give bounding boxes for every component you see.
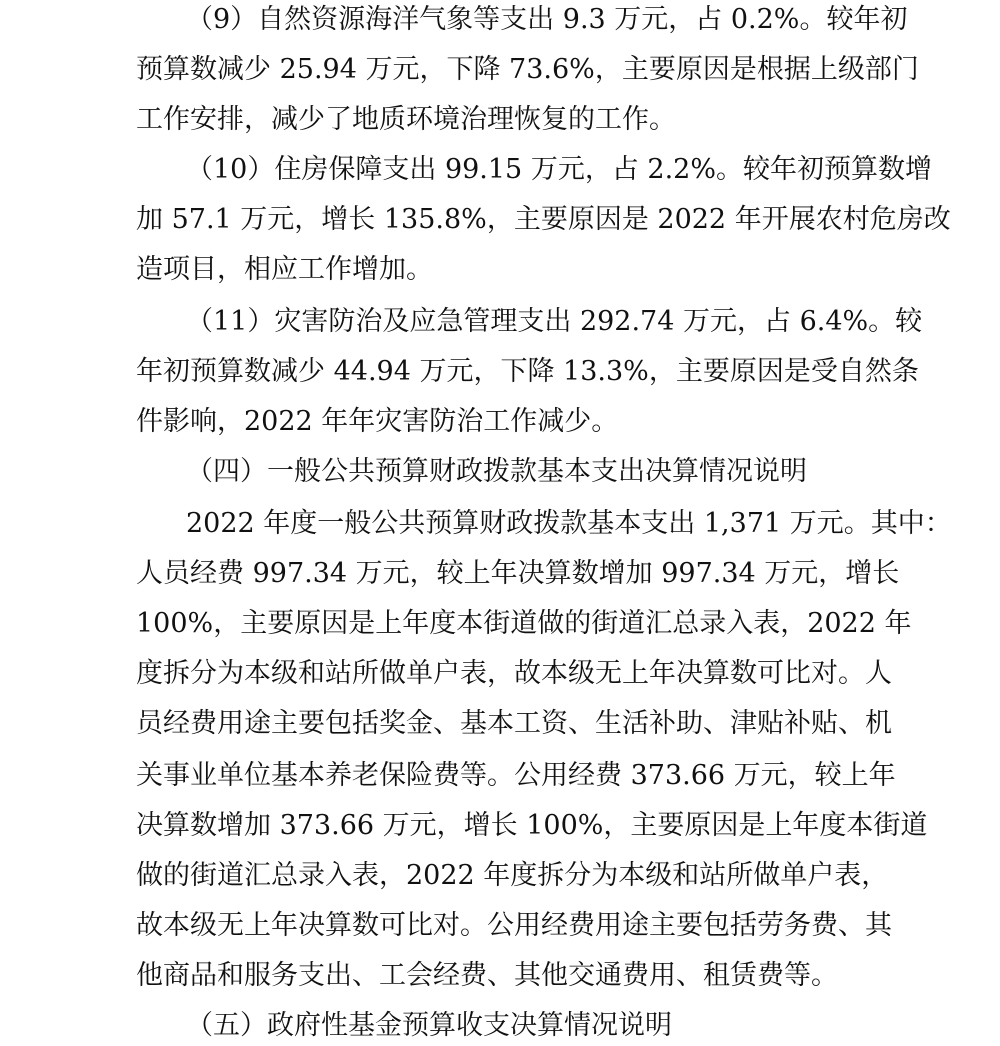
section-heading: （四）一般公共预算财政拨款基本支出决算情况说明 xyxy=(186,456,807,487)
paragraph-line: 100%，主要原因是上年度本街道做的街道汇总录入表，2022 年 xyxy=(136,608,912,639)
paragraph-line: 关事业单位基本养老保险费等。公用经费 373.66 万元，较上年 xyxy=(136,760,896,791)
paragraph-line: 决算数增加 373.66 万元，增长 100%，主要原因是上年度本街道 xyxy=(136,810,928,841)
section-heading: （五）政府性基金预算收支决算情况说明 xyxy=(186,1010,672,1041)
paragraph-line: 年初预算数减少 44.94 万元，下降 13.3%，主要原因是受自然条 xyxy=(136,356,919,387)
paragraph-line: 预算数减少 25.94 万元，下降 73.6%，主要原因是根据上级部门 xyxy=(136,54,919,85)
paragraph-line: 造项目，相应工作增加。 xyxy=(136,254,433,285)
paragraph-line: 加 57.1 万元，增长 135.8%，主要原因是 2022 年开展农村危房改 xyxy=(136,204,951,235)
paragraph-line: 度拆分为本级和站所做单户表，故本级无上年决算数可比对。人 xyxy=(136,658,892,689)
paragraph-line: 人员经费 997.34 万元，较上年决算数增加 997.34 万元，增长 xyxy=(136,558,900,589)
paragraph-line: 他商品和服务支出、工会经费、其他交通费用、租赁费等。 xyxy=(136,960,838,991)
paragraph-line: （10）住房保障支出 99.15 万元，占 2.2%。较年初预算数增 xyxy=(186,154,932,185)
paragraph-line: 员经费用途主要包括奖金、基本工资、生活补助、津贴补贴、机 xyxy=(136,708,892,739)
paragraph-line: 工作安排，减少了地质环境治理恢复的工作。 xyxy=(136,104,676,135)
paragraph-line: （11）灾害防治及应急管理支出 292.74 万元，占 6.4%。较 xyxy=(186,306,923,337)
paragraph-line: 件影响，2022 年年灾害防治工作减少。 xyxy=(136,406,619,437)
paragraph-line: 2022 年度一般公共预算财政拨款基本支出 1,371 万元。其中： xyxy=(186,508,952,539)
paragraph-line: 做的街道汇总录入表，2022 年度拆分为本级和站所做单户表， xyxy=(136,860,889,891)
paragraph-line: 故本级无上年决算数可比对。公用经费用途主要包括劳务费、其 xyxy=(136,910,892,941)
paragraph-line: （9）自然资源海洋气象等支出 9.3 万元，占 0.2%。较年初 xyxy=(186,4,908,35)
